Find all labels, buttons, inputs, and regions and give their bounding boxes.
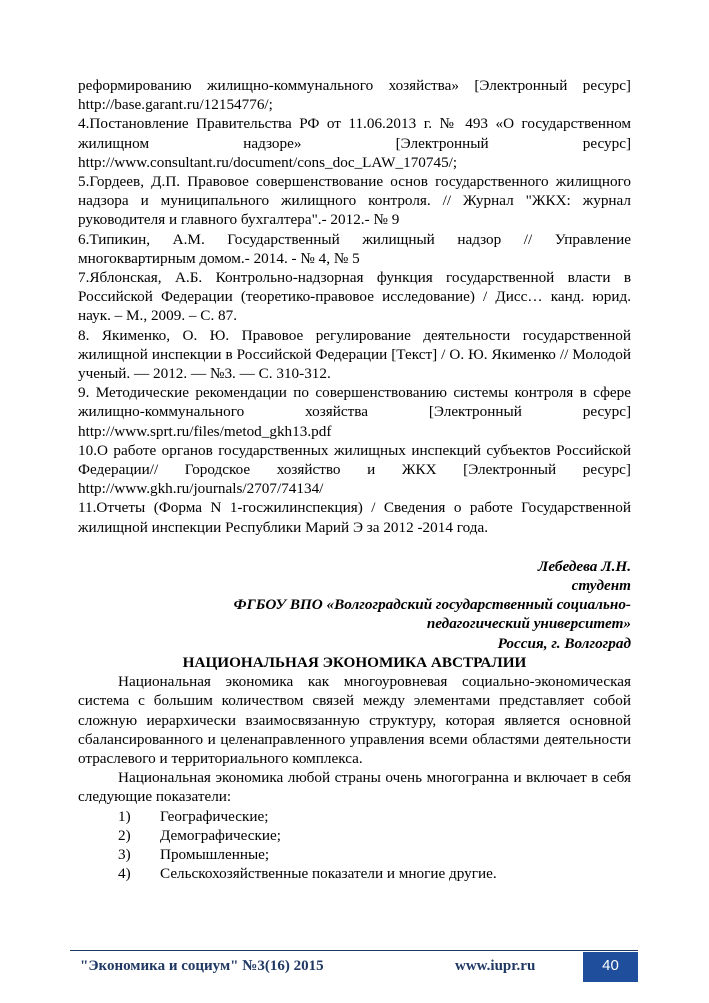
reference-item: 6.Типикин, А.М. Государственный жилищный надзор // Управление многоквартирным домом.- 2014. - № 4, № 5 xyxy=(78,230,631,267)
reference-item: 11.Отчеты (Форма N 1-госжилинспекция) / Сведения о работе Государственной жилищной инспекции Республики Марий Э за 2012 -2014 года. xyxy=(78,499,631,536)
author-organization: ФГБОУ ВПО «Волгоградский государственный социально- xyxy=(233,596,631,614)
list-text: Сельскохозяйственные показатели и многие другие. xyxy=(160,865,497,883)
list-text: Географические; xyxy=(160,807,269,825)
body-paragraph: Национальная экономика как многоуровневая социально-экономическая система с большим количеством связей между элементами представляет собой сложную иерархически взаимосвязанную структуру, которая является основной сбалансированного и целенаправленного управления всеми областями деятельности отраслевого и территориального комплекса. xyxy=(78,673,631,767)
list-text: Демографические; xyxy=(160,826,281,844)
author-organization-cont: педагогический университет» xyxy=(426,615,631,633)
author-role: студент xyxy=(571,577,631,595)
reference-item: 5.Гордеев, Д.П. Правовое совершенствование основ государственного жилищного надзора и муниципального жилищного контроля. // Журнал "ЖКХ: журнал руководителя и главного бухгалтера".- 2012.- № 9 xyxy=(78,173,631,229)
reference-item: 4.Постановление Правительства РФ от 11.06.2013 г. № 493 «О государственном жилищном надзоре» [Электронный ресурс] http://www.consultant.ru/document/cons_doc_LAW_170745/; xyxy=(78,115,631,171)
reference-item: 8. Якименко, О. Ю. Правовое регулирование деятельности государственной жилищной инспекции в Российской Федерации [Текст] / О. Ю. Якименко // Молодой ученый. — 2012. — №3. — С. 310-312. xyxy=(78,326,631,383)
page-number: 40 xyxy=(583,952,638,982)
list-text: Промышленные; xyxy=(160,845,270,863)
reference-item: 10.О работе органов государственных жилищных инспекций субъектов Российской Федерации// Городское хозяйство и ЖКХ [Электронный ресурс] http://www.gkh.ru/journals/2707/74134/ xyxy=(78,441,631,498)
list-item xyxy=(78,826,631,845)
page-footer xyxy=(70,950,638,981)
list-item xyxy=(78,807,631,826)
journal-title: "Экономика и социум" №3(16) 2015 xyxy=(80,958,324,974)
list-item xyxy=(78,864,631,883)
article-title: НАЦИОНАЛЬНАЯ ЭКОНОМИКА АВСТРАЛИИ xyxy=(182,653,527,671)
author-location: Россия, г. Волгоград xyxy=(497,634,631,652)
journal-website: www.iupr.ru xyxy=(455,958,536,974)
page-content xyxy=(78,76,631,883)
list-number: 4) xyxy=(118,865,131,883)
list-item xyxy=(78,845,631,864)
list-number: 1) xyxy=(118,807,131,825)
author-name: Лебедева Л.Н. xyxy=(537,557,631,575)
list-number: 2) xyxy=(118,826,131,844)
spacer xyxy=(78,537,631,557)
body-paragraph: Национальная экономика любой страны очень многогранна и включает в себя следующие показатели: xyxy=(78,769,631,806)
indicator-list xyxy=(78,807,631,884)
reference-item: реформированию жилищно-коммунального хозяйства» [Электронный ресурс] http://base.garant.ru/12154776/; xyxy=(78,77,631,114)
list-number: 3) xyxy=(118,845,131,863)
reference-item: 9. Методические рекомендации по совершенствованию системы контроля в сфере жилищно-коммунального хозяйства [Электронный ресурс] http://www.sprt.ru/files/metod_gkh13.pdf xyxy=(78,384,631,440)
reference-item: 7.Яблонская, А.Б. Контрольно-надзорная функция государственной власти в Российской Федерации (теоретико-правовое исследование) / Дисс… канд. юрид. наук. – М., 2009. – С. 87. xyxy=(78,269,631,325)
